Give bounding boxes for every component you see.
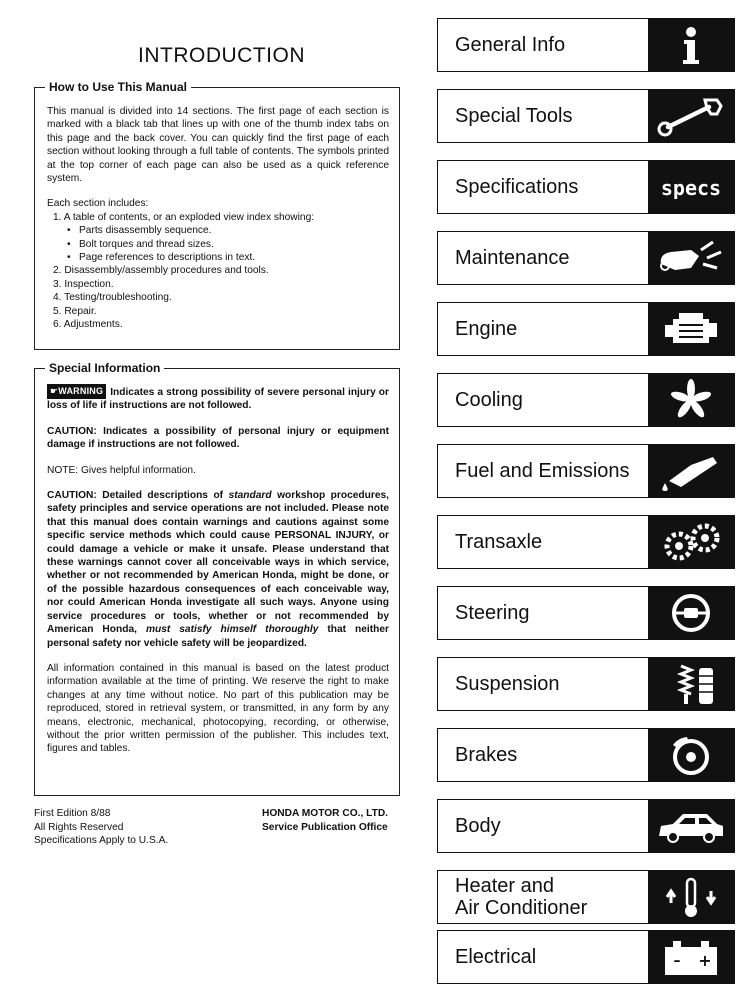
tab-label	[438, 875, 648, 919]
specs-icon-text: specs	[660, 176, 722, 200]
tab-steering[interactable]	[437, 586, 735, 640]
tab-label: Body	[455, 815, 501, 837]
tab-suspension[interactable]	[437, 657, 735, 711]
special-information-heading: Special Information	[45, 360, 164, 376]
caution-detail-emphasis-satisfy: must satisfy himself thoroughly	[145, 624, 319, 636]
edition-text: First Edition 8/88	[34, 808, 111, 819]
tab-label: Electrical	[455, 946, 537, 968]
tab-label: Specifications	[455, 176, 579, 198]
list-item: • Bolt torques and thread sizes.	[47, 238, 389, 251]
shock-absorber-icon	[648, 658, 734, 710]
section-includes-list-rest	[47, 264, 389, 331]
tab-label: Transaxle	[455, 531, 543, 553]
tab-label: Fuel and Emissions	[455, 460, 630, 482]
caution-detail-text-a: CAUTION: Detailed descriptions of	[47, 490, 229, 502]
tab-label: Cooling	[455, 389, 523, 411]
tab-transaxle[interactable]	[437, 515, 735, 569]
company-name: HONDA MOTOR CO., LTD.	[262, 808, 389, 819]
list-item: • Parts disassembly sequence.	[47, 224, 389, 237]
warning-paragraph	[47, 384, 389, 413]
fuel-nozzle-icon	[648, 445, 734, 497]
tab-special-tools[interactable]	[437, 89, 735, 143]
wrench-icon	[648, 90, 734, 142]
how-to-use-heading: How to Use This Manual	[45, 79, 191, 95]
warning-badge-label: WARNING	[58, 386, 104, 396]
tab-general-info[interactable]	[437, 18, 735, 72]
tab-heater-and-air-conditioner[interactable]	[437, 870, 735, 924]
engine-icon	[648, 303, 734, 355]
tab-specifications[interactable]	[437, 160, 735, 214]
info-icon	[648, 19, 734, 71]
steering-wheel-icon	[648, 587, 734, 639]
gears-icon	[648, 516, 734, 568]
all-information-paragraph: All information contained in this manual is based on the latest product information available at the time of printing. We reserve the right to make changes at any time without notice. No part of this publication may be reproduced, stored in retrieval system, or transmitted, in any form by any means, electronic, mechanical, photocopying, recording, or otherwise, without the prior written permission of the publisher. This includes text, figures and tables.	[47, 662, 389, 755]
battery-plus-sign: +	[698, 951, 712, 970]
maintenance-hand-icon	[648, 232, 734, 284]
list-item: 2. Disassembly/assembly procedures and tools.	[53, 265, 269, 277]
warning-hand-icon: ☛	[50, 386, 59, 396]
tab-label: Steering	[455, 602, 530, 624]
special-information-box	[34, 361, 400, 796]
tab-body[interactable]	[437, 799, 735, 853]
thermometer-icon	[648, 871, 734, 923]
list-item: • Page references to descriptions in text.	[47, 251, 389, 264]
caution-detail-paragraph	[47, 489, 389, 650]
caution-detail-emphasis-standard: standard	[228, 490, 272, 502]
battery-minus-sign: –	[673, 953, 681, 969]
tab-cooling[interactable]	[437, 373, 735, 427]
tab-fuel-and-emissions[interactable]	[437, 444, 735, 498]
list-item: 5. Repair.	[53, 305, 97, 317]
tab-label: Engine	[455, 318, 518, 340]
tab-label: Maintenance	[455, 247, 570, 269]
page-title: INTRODUCTION	[138, 44, 305, 67]
tab-engine[interactable]	[437, 302, 735, 356]
note-paragraph: NOTE: Gives helpful information.	[47, 464, 196, 476]
tab-label: Suspension	[455, 673, 560, 695]
car-body-icon	[648, 800, 734, 852]
how-to-use-intro: This manual is divided into 14 sections. The first page of each section is marked with a black tab that lines up with one of the thumb index tabs on this page and the back cover. You can quickly find the first page of each section without looking through a full table of contents. The symbols printed at the top corner of each page can also be used as a quick reference system.	[47, 106, 389, 185]
list-item: 1. A table of contents, or an exploded view index showing:	[53, 211, 315, 223]
specs-apply-text: Specifications Apply to U.S.A.	[34, 835, 169, 847]
battery-icon	[648, 931, 734, 983]
tab-label: General Info	[455, 34, 566, 56]
caution-detail-text-b: workshop procedures, safety principles and service operations are not included. Please note that this manual does contain warnings and cautions against some specific service methods which could cause PERSONAL INJURY, or could damage a vehicle or make it unsafe. Please understand that these warnings cannot cover all conceivable ways in which service, whether or not recommended by American Honda, might be done, or of the possible hazardous consequences of each conceivable way, nor could American Honda investigate all such ways. Anyone using service procedures or tools, whether or not recommended by American Honda,	[47, 490, 389, 636]
specs-icon	[648, 161, 734, 213]
warning-badge	[47, 384, 106, 399]
tab-label: Brakes	[455, 744, 518, 766]
warning-text: Indicates a strong possibility of severe personal injury or loss of life if instructions are not followed.	[47, 387, 389, 412]
publication-office: Service Publication Office	[262, 821, 388, 833]
tab-maintenance[interactable]	[437, 231, 735, 285]
includes-label: Each section includes:	[47, 198, 149, 210]
index-subitems	[47, 224, 389, 264]
rights-text: All Rights Reserved	[34, 821, 124, 833]
tab-electrical[interactable]	[437, 930, 735, 984]
caution-paragraph: CAUTION: Indicates a possibility of personal injury or equipment damage if instructions are not followed.	[47, 425, 389, 451]
tab-label-line2: Air Conditioner	[455, 897, 588, 919]
brake-disc-icon	[648, 729, 734, 781]
tab-label-line1: Heater and	[455, 875, 554, 897]
how-to-use-content	[47, 105, 389, 332]
section-includes-list	[47, 211, 389, 224]
special-information-content	[47, 384, 389, 756]
fan-icon	[648, 374, 734, 426]
footer-edition-block	[34, 807, 168, 848]
tab-label: Special Tools	[455, 105, 573, 127]
list-item: 6. Adjustments.	[53, 319, 123, 331]
caution-detail-text-c: that neither personal safety nor vehicle safety will be jeopardized.	[47, 624, 389, 649]
list-item: 3. Inspection.	[53, 278, 114, 290]
how-to-use-box	[34, 80, 400, 350]
tab-brakes[interactable]	[437, 728, 735, 782]
list-item: 4. Testing/troubleshooting.	[53, 292, 172, 304]
footer-publisher-block	[262, 807, 388, 834]
